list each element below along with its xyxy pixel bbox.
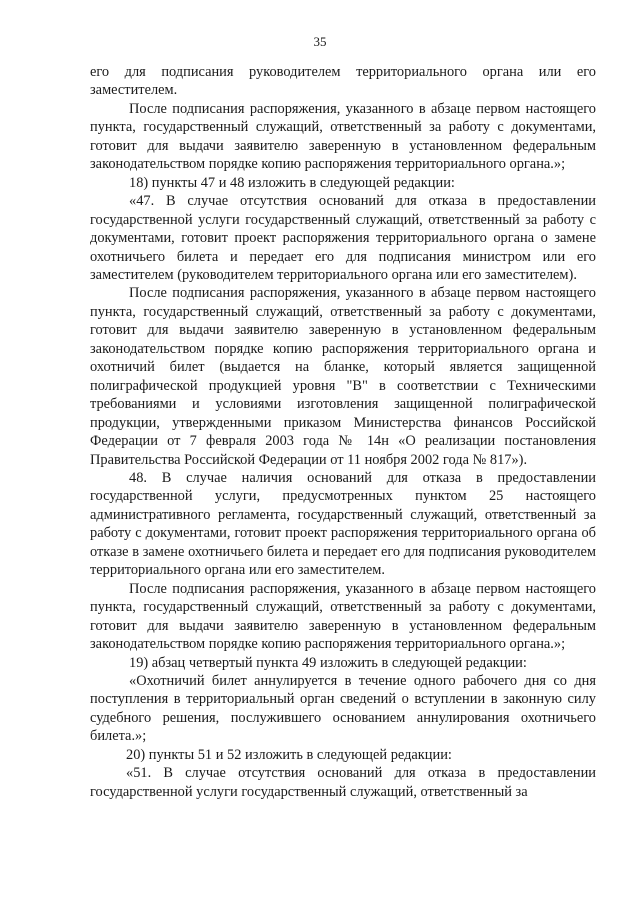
document-body bbox=[90, 63, 596, 801]
paragraph: «Охотничий билет аннулируется в течение одного рабочего дня со дня поступления в территориальный орган сведений о вступлении в законную силу судебного решения, послужившего основанием аннулирования охотничьего билета.»; bbox=[90, 672, 596, 745]
paragraph: 18) пункты 47 и 48 изложить в следующей редакции: bbox=[129, 174, 455, 191]
paragraph: 48. В случае наличия оснований для отказа в предоставлении государственной услуги, предусмотренных пунктом 25 настоящего административного регламента, государственный служащий, ответственный за работу с документами, готовит проект распоряжения территориального органа об отказе в замене охотничьего билета и передает его для подписания руководителем территориального органа или его заместителем. bbox=[90, 469, 596, 579]
paragraph: «47. В случае отсутствия оснований для отказа в предоставлении государственной услуги государственный служащий, ответственный за работу с документами, готовит проект распоряжения территориального органа о замене охотничьего билета и передает его для подписания министром или его заместителем (руководителем территориального органа или его заместителем). bbox=[90, 193, 596, 283]
page-number: 35 bbox=[313, 34, 327, 49]
paragraph: После подписания распоряжения, указанного в абзаце первом настоящего пункта, государственный служащий, ответственный за работу с документами, готовит для выдачи заявителю заверенную в установленном федеральным законодательством порядке копию распоряжения территориального органа и охотничий билет (выдается на бланке, который является защищенной полиграфической продукцией уровня "В" в соответствии с Техническими требованиями и условиями изготовления защищенной полиграфической продукции, утвержденными приказом Министерства финансов Российской Федерации от 7 февраля 2003 года № 14н «О реализации постановления Правительства Российской Федерации от 11 ноября 2002 года № 817»). bbox=[90, 285, 596, 468]
paragraph: «51. В случае отсутствия оснований для отказа в предоставлении государственной услуги государственный служащий, ответственный за bbox=[90, 765, 596, 800]
paragraph: После подписания распоряжения, указанного в абзаце первом настоящего пункта, государственный служащий, ответственный за работу с документами, готовит для выдачи заявителю заверенную в установленном федеральным законодательством порядке копию распоряжения территориального органа.»; bbox=[90, 100, 596, 173]
paragraph: После подписания распоряжения, указанного в абзаце первом настоящего пункта, государственный служащий, ответственный за работу с документами, готовит для выдачи заявителю заверенную в установленном федеральным законодательством порядке копию распоряжения территориального органа.»; bbox=[90, 580, 596, 653]
paragraph: его для подписания руководителем территориального органа или его заместителем. bbox=[90, 64, 596, 99]
paragraph: 19) абзац четвертый пункта 49 изложить в следующей редакции: bbox=[129, 654, 527, 671]
paragraph: 20) пункты 51 и 52 изложить в следующей редакции: bbox=[126, 746, 452, 763]
